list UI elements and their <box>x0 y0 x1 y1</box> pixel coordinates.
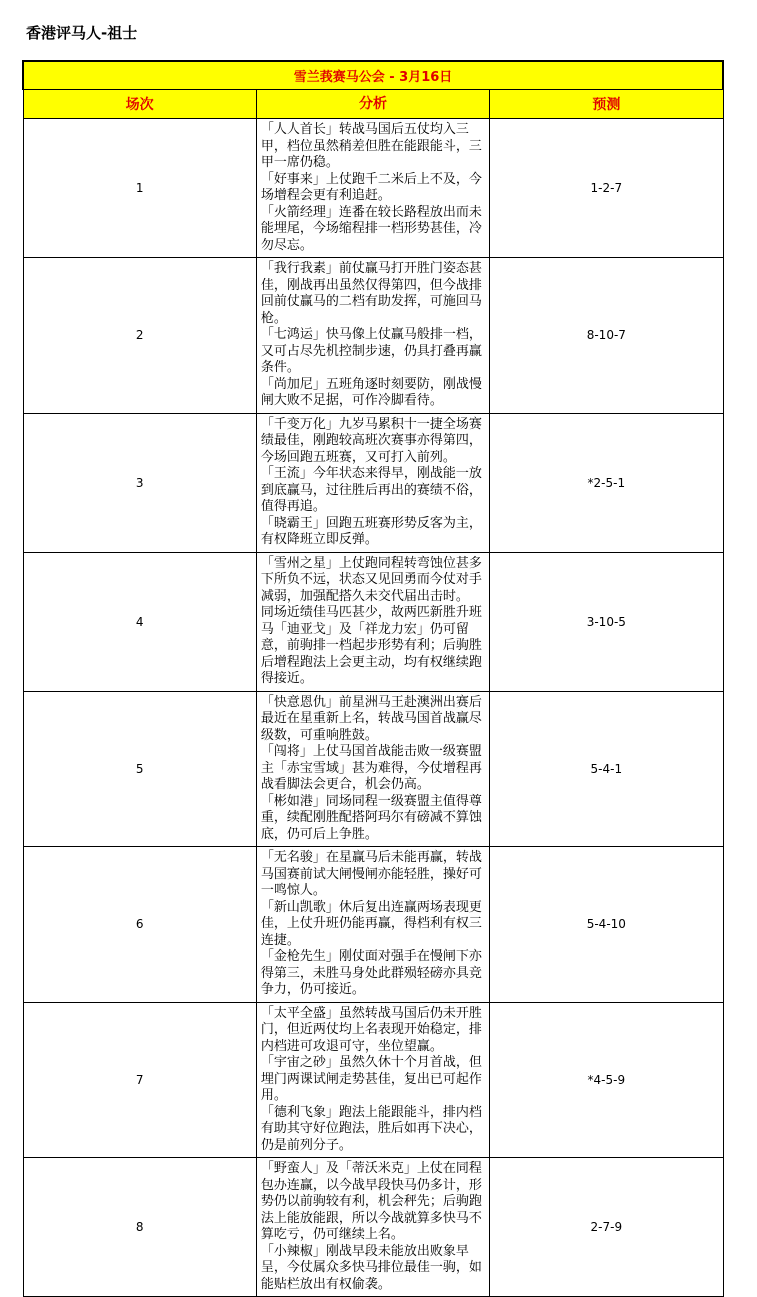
analysis-cell <box>256 691 489 847</box>
analysis-line: 「快意恩仇」前星洲马王赴澳洲出赛后最近在星重新上名，转战马国首战赢尽级数，可重响胜鼓。 <box>260 694 482 743</box>
race-number: 6 <box>23 847 256 1003</box>
analysis-line: 「宇宙之砂」虽然久休十个月首战，但埋门两课试闸走势甚佳，复出已可起作用。 <box>260 1055 482 1103</box>
race-number: 4 <box>23 552 256 691</box>
table-row <box>23 258 723 414</box>
analysis-line: 「火箭经理」连番在较长路程放出而未能埋尾，今场缩程排一档形势甚佳，冷勿尽忘。 <box>260 204 482 253</box>
prediction: *4-5-9 <box>490 1002 723 1158</box>
table-row <box>23 1002 723 1158</box>
analysis-line: 「七鸿运」快马像上仗赢马般排一档，又可占尽先机控制步速，仍具打叠再赢条件。 <box>260 327 482 375</box>
race-number: 2 <box>23 258 256 414</box>
analysis-line: 「王流」今年状态来得早，刚战能一放到底赢马，过往胜后再出的赛绩不俗，值得再追。 <box>260 466 482 514</box>
table-row <box>23 691 723 847</box>
analysis-cell <box>256 119 489 258</box>
prediction: 8-10-7 <box>490 258 723 414</box>
analysis-line: 「好事来」上仗跑千二米后上不及，今场增程会更有利追赶。 <box>260 171 482 203</box>
analysis-line: 「尚加尼」五班角逐时刻要防，刚战慢闸大败不足据，可作冷脚看待。 <box>260 376 482 408</box>
table-row <box>23 1158 723 1297</box>
analysis-line: 「我行我素」前仗赢马打开胜门姿态甚佳，刚战再出虽然仅得第四，但今战排回前仗赢马的二档有助发挥，可施回马枪。 <box>260 261 482 326</box>
analysis-line: 「人人首长」转战马国后五仗均入三甲，档位虽然稍差但胜在能跟能斗，三甲一席仍稳。 <box>260 122 482 170</box>
analysis-line: 「太平全盛」虽然转战马国后仍未开胜门，但近两仗均上名表现开始稳定，排内档进可攻退可守，坐位望赢。 <box>260 1005 482 1054</box>
sheet-title: 雪兰莪赛马公会 - 3月16日 <box>23 61 723 90</box>
race-number: 8 <box>23 1158 256 1297</box>
race-number: 5 <box>23 691 256 847</box>
header-row <box>23 90 723 119</box>
prediction: 2-7-9 <box>490 1158 723 1297</box>
prediction: 5-4-10 <box>490 847 723 1003</box>
analysis-line: 「德利飞象」跑法上能跟能斗，排内档有助其守好位跑法，胜后如再下决心，仍是前列分子。 <box>260 1104 482 1153</box>
analysis-cell <box>256 1158 489 1297</box>
race-number: 7 <box>23 1002 256 1158</box>
analysis-line: 「无名骏」在星赢马后未能再赢，转战马国赛前试大闸慢闸亦能轻胜，操好可一鸣惊人。 <box>260 850 482 898</box>
sheet-title-row <box>23 61 723 90</box>
header-prediction: 预测 <box>490 90 723 119</box>
analysis-cell <box>256 847 489 1003</box>
race-number: 3 <box>23 413 256 552</box>
header-analysis: 分析 <box>256 90 489 119</box>
table-row <box>23 413 723 552</box>
analysis-line: 「闯将」上仗马国首战能击败一级赛盟主「赤宝雪域」甚为难得，今仗增程再战看脚法会更合，机会仍高。 <box>260 744 482 792</box>
race-number: 1 <box>23 119 256 258</box>
prediction: 1-2-7 <box>490 119 723 258</box>
page-title: 香港评马人-祖士 <box>26 24 138 42</box>
analysis-line: 「雪州之星」上仗跑同程转弯蚀位甚多下所负不远，状态又见回勇而今仗对手减弱，加强配搭久未交代届出击时。 <box>260 555 482 604</box>
analysis-line: 「晓霸王」回跑五班赛形势反客为主，有权降班立即反弹。 <box>260 515 482 547</box>
analysis-cell <box>256 413 489 552</box>
prediction: *2-5-1 <box>490 413 723 552</box>
analysis-cell <box>256 552 489 691</box>
analysis-line: 「彬如港」同场同程一级赛盟主值得尊重，续配刚胜配搭阿玛尔有磅减不算蚀底，仍可后上争胜。 <box>260 793 482 842</box>
analysis-line: 「野蛮人」及「蒂沃米克」上仗在同程包办连赢，以今战早段快马仍多计，形势仍以前驹较有利，机会秤先；后驹跑法上能放能跟，所以今战就算多快马不算吃亏，仍可继续上名。 <box>260 1161 482 1242</box>
analysis-line: 「小辣椒」刚战早段未能放出败象早呈，今仗属众多快马排位最佳一驹，如能贴栏放出有权偷袭。 <box>260 1243 482 1292</box>
analysis-line: 「千变万化」九岁马累积十一捷全场赛绩最佳，刚跑较高班次赛事亦得第四，今场回跑五班赛，又可打入前列。 <box>260 416 482 465</box>
prediction: 3-10-5 <box>490 552 723 691</box>
analysis-line: 「新山凯歌」休后复出连赢两场表现更佳，上仗升班仍能再赢，得档利有权三连捷。 <box>260 899 482 948</box>
table-row <box>23 552 723 691</box>
analysis-line: 同场近绩佳马匹甚少，故两匹新胜升班马「迪亚戈」及「祥龙力宏」仍可留意，前驹排一档起步形势有利；后驹胜后增程跑法上会更主动，均有权继续跑得接近。 <box>260 605 482 686</box>
table-row <box>23 119 723 258</box>
analysis-line: 「金枪先生」刚仗面对强手在慢闸下亦得第三，未胜马身处此群殒轻磅亦具竞争力，仍可接近。 <box>260 949 482 997</box>
prediction: 5-4-1 <box>490 691 723 847</box>
table-row <box>23 847 723 1003</box>
analysis-cell <box>256 1002 489 1158</box>
analysis-cell <box>256 258 489 414</box>
header-race: 场次 <box>23 90 256 119</box>
race-analysis-table <box>22 60 724 1297</box>
